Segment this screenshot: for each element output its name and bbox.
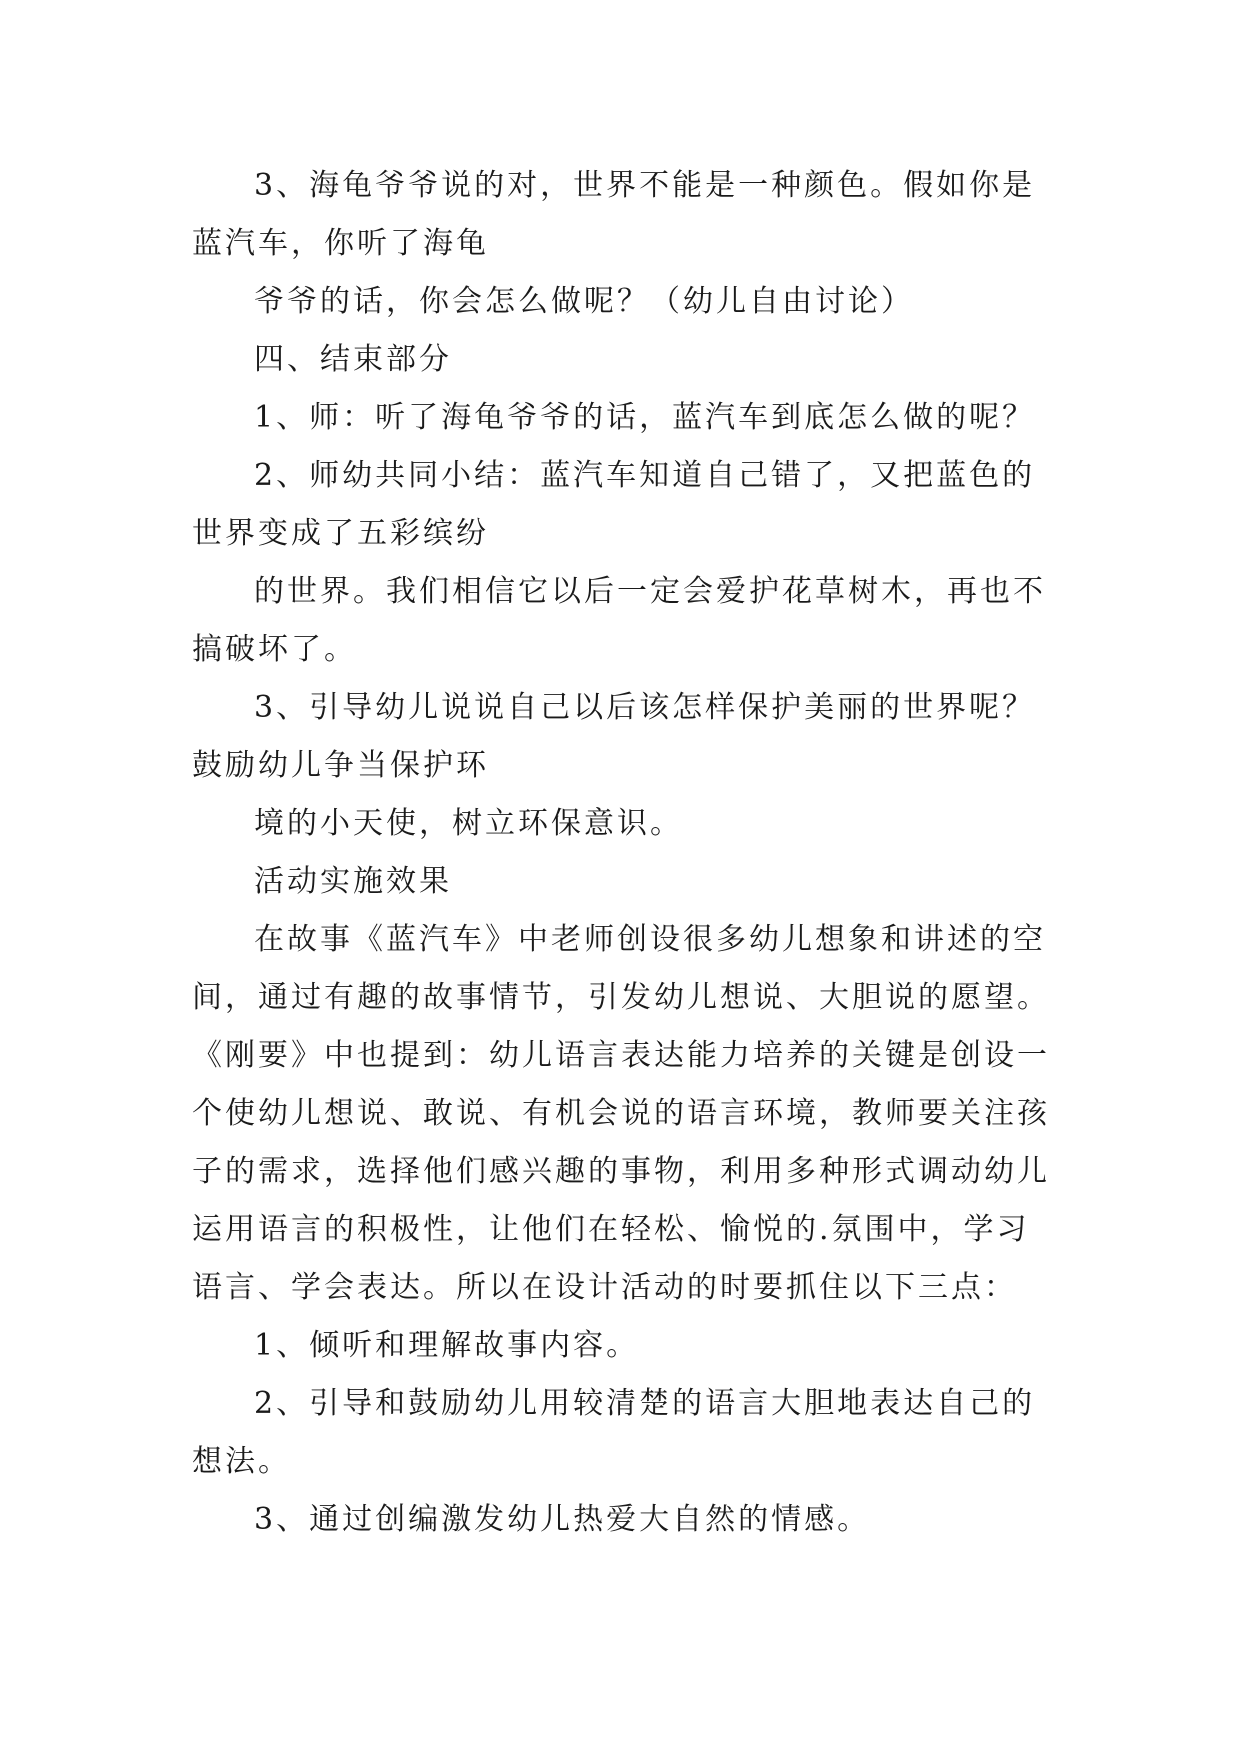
text-line: 个使幼儿想说、敢说、有机会说的语言环境，教师要关注孩 bbox=[192, 1096, 1050, 1131]
text-line: 世界变成了五彩缤纷 bbox=[192, 516, 489, 551]
section-heading: 活动实施效果 bbox=[254, 864, 452, 899]
text-line: 3、海龟爷爷说的对，世界不能是一种颜色。假如你是 bbox=[254, 168, 1036, 203]
text-line: 语言、学会表达。所以在设计活动的时要抓住以下三点： bbox=[192, 1270, 1017, 1305]
list-item: 2、引导和鼓励幼儿用较清楚的语言大胆地表达自己的 bbox=[254, 1386, 1036, 1421]
text-line: 间，通过有趣的故事情节，引发幼儿想说、大胆说的愿望。 bbox=[192, 980, 1050, 1015]
list-item: 3、通过创编激发幼儿热爱大自然的情感。 bbox=[254, 1502, 871, 1537]
text-line: 《刚要》中也提到：幼儿语言表达能力培养的关键是创设一 bbox=[192, 1038, 1050, 1073]
text-line: 搞破坏了。 bbox=[192, 632, 357, 667]
text-line: 在故事《蓝汽车》中老师创设很多幼儿想象和讲述的空 bbox=[254, 922, 1046, 957]
text-line: 运用语言的积极性，让他们在轻松、愉悦的.氛围中，学习 bbox=[192, 1212, 1030, 1247]
text-line: 1、师：听了海龟爷爷的话，蓝汽车到底怎么做的呢？ bbox=[254, 400, 1036, 435]
text-line: 子的需求，选择他们感兴趣的事物，利用多种形式调动幼儿 bbox=[192, 1154, 1050, 1189]
text-line: 爷爷的话，你会怎么做呢？（幼儿自由讨论） bbox=[254, 284, 914, 319]
section-heading: 四、结束部分 bbox=[254, 342, 452, 377]
text-line: 的世界。我们相信它以后一定会爱护花草树木，再也不 bbox=[254, 574, 1046, 609]
text-line: 鼓励幼儿争当保护环 bbox=[192, 748, 489, 783]
text-line: 境的小天使，树立环保意识。 bbox=[254, 806, 683, 841]
list-item: 1、倾听和理解故事内容。 bbox=[254, 1328, 640, 1363]
text-line: 3、引导幼儿说说自己以后该怎样保护美丽的世界呢？ bbox=[254, 690, 1036, 725]
document-body bbox=[192, 157, 1062, 1549]
text-line: 想法。 bbox=[192, 1444, 291, 1479]
text-line: 2、师幼共同小结：蓝汽车知道自己错了，又把蓝色的 bbox=[254, 458, 1036, 493]
text-line: 蓝汽车，你听了海龟 bbox=[192, 226, 489, 261]
